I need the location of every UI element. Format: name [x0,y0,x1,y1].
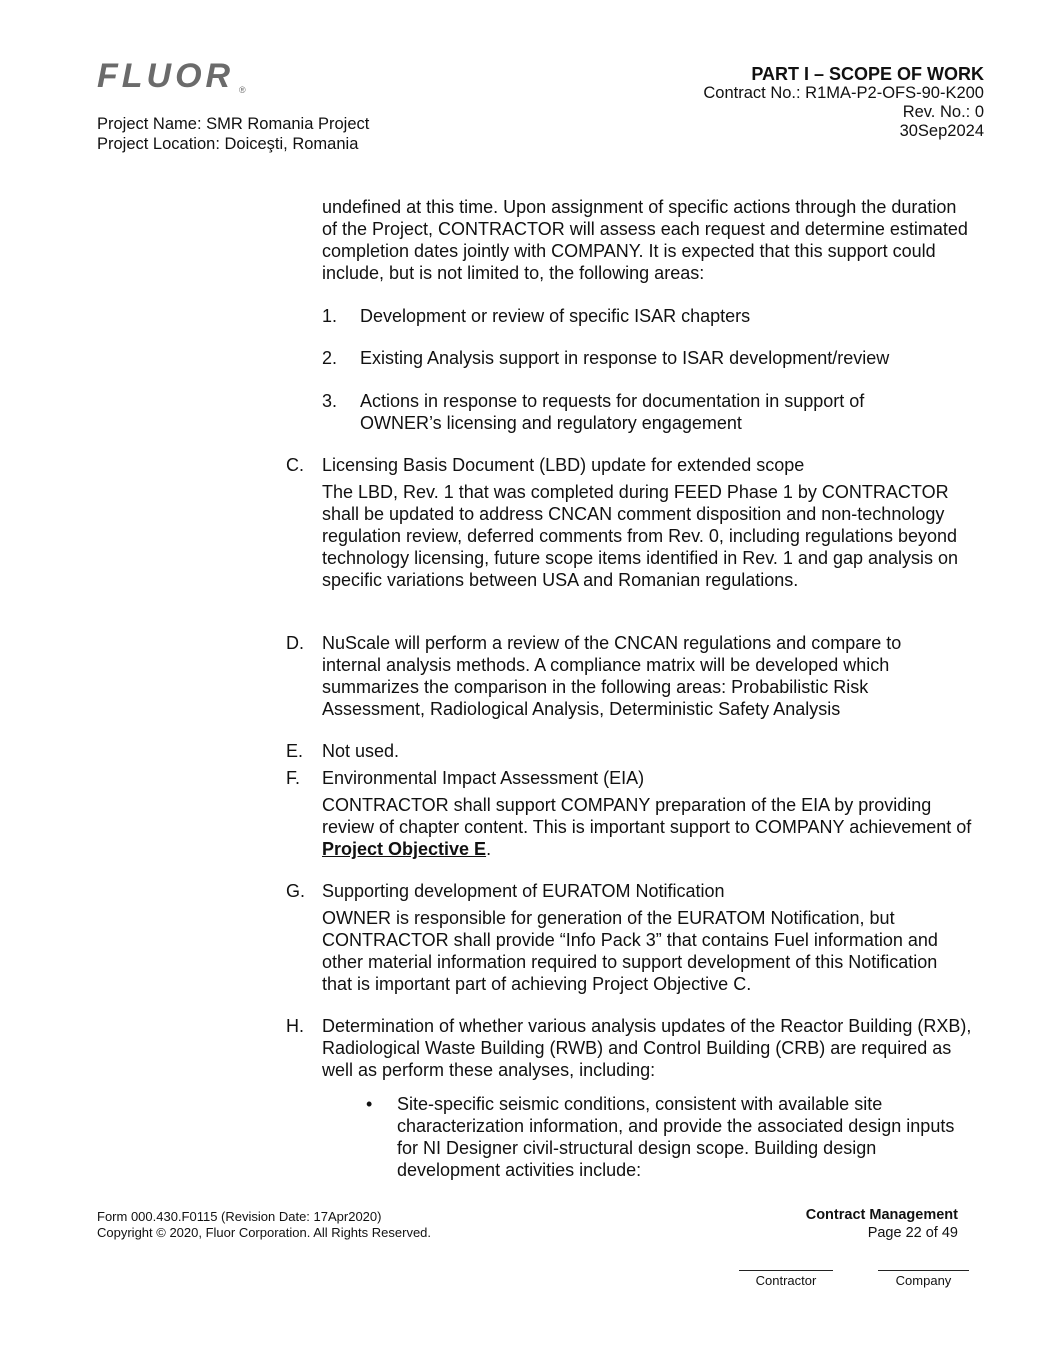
item-g-letter: G. [286,881,306,901]
item-e-letter: E. [286,741,304,761]
item-f-title: Environmental Impact Assessment (EIA) [322,768,645,788]
signature-label-contractor: Contractor [755,1273,817,1288]
item-g-body: OWNER is responsible for generation of the EURATOM Notification, but CONTRACTOR shall provide “Info Pack 3” that contains Fuel information and other material information required to support development of this Notification that is important part of achieving Project Objective C. [322,908,938,994]
item-h-letter: H. [286,1016,304,1036]
revision-number: Rev. No.: 0 [902,103,984,121]
list-number-3: 3. [322,391,338,411]
item-f-body [322,794,972,860]
item-d-letter: D. [286,633,304,653]
item-h-text: Determination of whether various analysis updates of the Reactor Building (RXB), Radiological Waste Building (RWB) and Control Building (CRB) are required as well as perform these analyses, including: [322,1016,972,1080]
item-f-body-end: . [486,839,492,859]
signature-company [878,1270,969,1288]
item-c-letter: C. [286,455,304,475]
item-f-body-text: CONTRACTOR shall support COMPANY preparation of the EIA by providing review of chapter content. This is important support to COMPANY achievement of [322,795,972,837]
form-revision: Form 000.430.F0115 (Revision Date: 17Apr2020) [97,1209,382,1224]
project-info [97,114,369,154]
project-name: Project Name: SMR Romania Project [97,115,370,133]
document-header-info [703,64,984,141]
project-location: Project Location: Doiceşti, Romania [97,135,359,153]
logo-wordmark: FLUOR [97,57,235,95]
list-item-1: Development or review of specific ISAR chapters [360,306,751,326]
bullet-point: • [366,1094,373,1114]
list-item-2: Existing Analysis support in response to ISAR development/review [360,348,890,368]
signature-line-contractor [739,1270,833,1271]
project-objective-e-link[interactable]: Project Objective E [322,839,487,859]
item-c-body: The LBD, Rev. 1 that was completed during FEED Phase 1 by CONTRACTOR shall be updated to address CNCAN comment disposition and non-technology regulation review, deferred comments from Rev. 0, including regulations beyond technology licensing, future scope items identified in Rev. 1 and gap analysis on specific variations between USA and Romanian regulations. [322,482,959,590]
item-d-text: NuScale will perform a review of the CNCAN regulations and compare to internal analysis methods. A compliance matrix will be developed which summarizes the comparison in the following areas: Probabilistic Risk Assessment, Radiological Analysis, Deterministic Safety Analysis [322,633,902,719]
signature-label-company: Company [895,1273,952,1288]
part-title: PART I – SCOPE OF WORK [751,64,984,84]
bullet-text: Site-specific seismic conditions, consistent with available site characterization information, and provide the associated design inputs for NI Designer civil-structural design scope. Building design development activities include: [397,1094,955,1180]
item-g-title: Supporting development of EURATOM Notification [322,881,725,901]
logo-registered-mark: ® [239,85,246,95]
signature-contractor [739,1270,833,1288]
document-date: 30Sep2024 [899,122,984,140]
footer-page-info [806,1206,958,1242]
item-f-letter: F. [286,768,301,788]
copyright: Copyright © 2020, Fluor Corporation. All Rights Reserved. [97,1225,432,1240]
footer-form-info [97,1209,431,1241]
signature-line-company [878,1270,969,1271]
item-e-text: Not used. [322,741,400,761]
list-item-3: Actions in response to requests for documentation in support of OWNER’s licensing and regulatory engagement [360,391,865,433]
list-number-1: 1. [322,306,338,326]
intro-paragraph: undefined at this time. Upon assignment of specific actions through the duration of the Project, CONTRACTOR will assess each request and determine estimated completion dates jointly with COMPANY. It is expected that this support could include, but is not limited to, the following areas: [322,197,968,283]
item-c-title: Licensing Basis Document (LBD) update for extended scope [322,455,805,475]
list-number-2: 2. [322,348,338,368]
footer-section: Contract Management [805,1207,958,1223]
page-number: Page 22 of 49 [867,1225,958,1241]
contract-number: Contract No.: R1MA-P2-OFS-90-K200 [703,84,984,102]
fluor-logo [97,55,257,99]
